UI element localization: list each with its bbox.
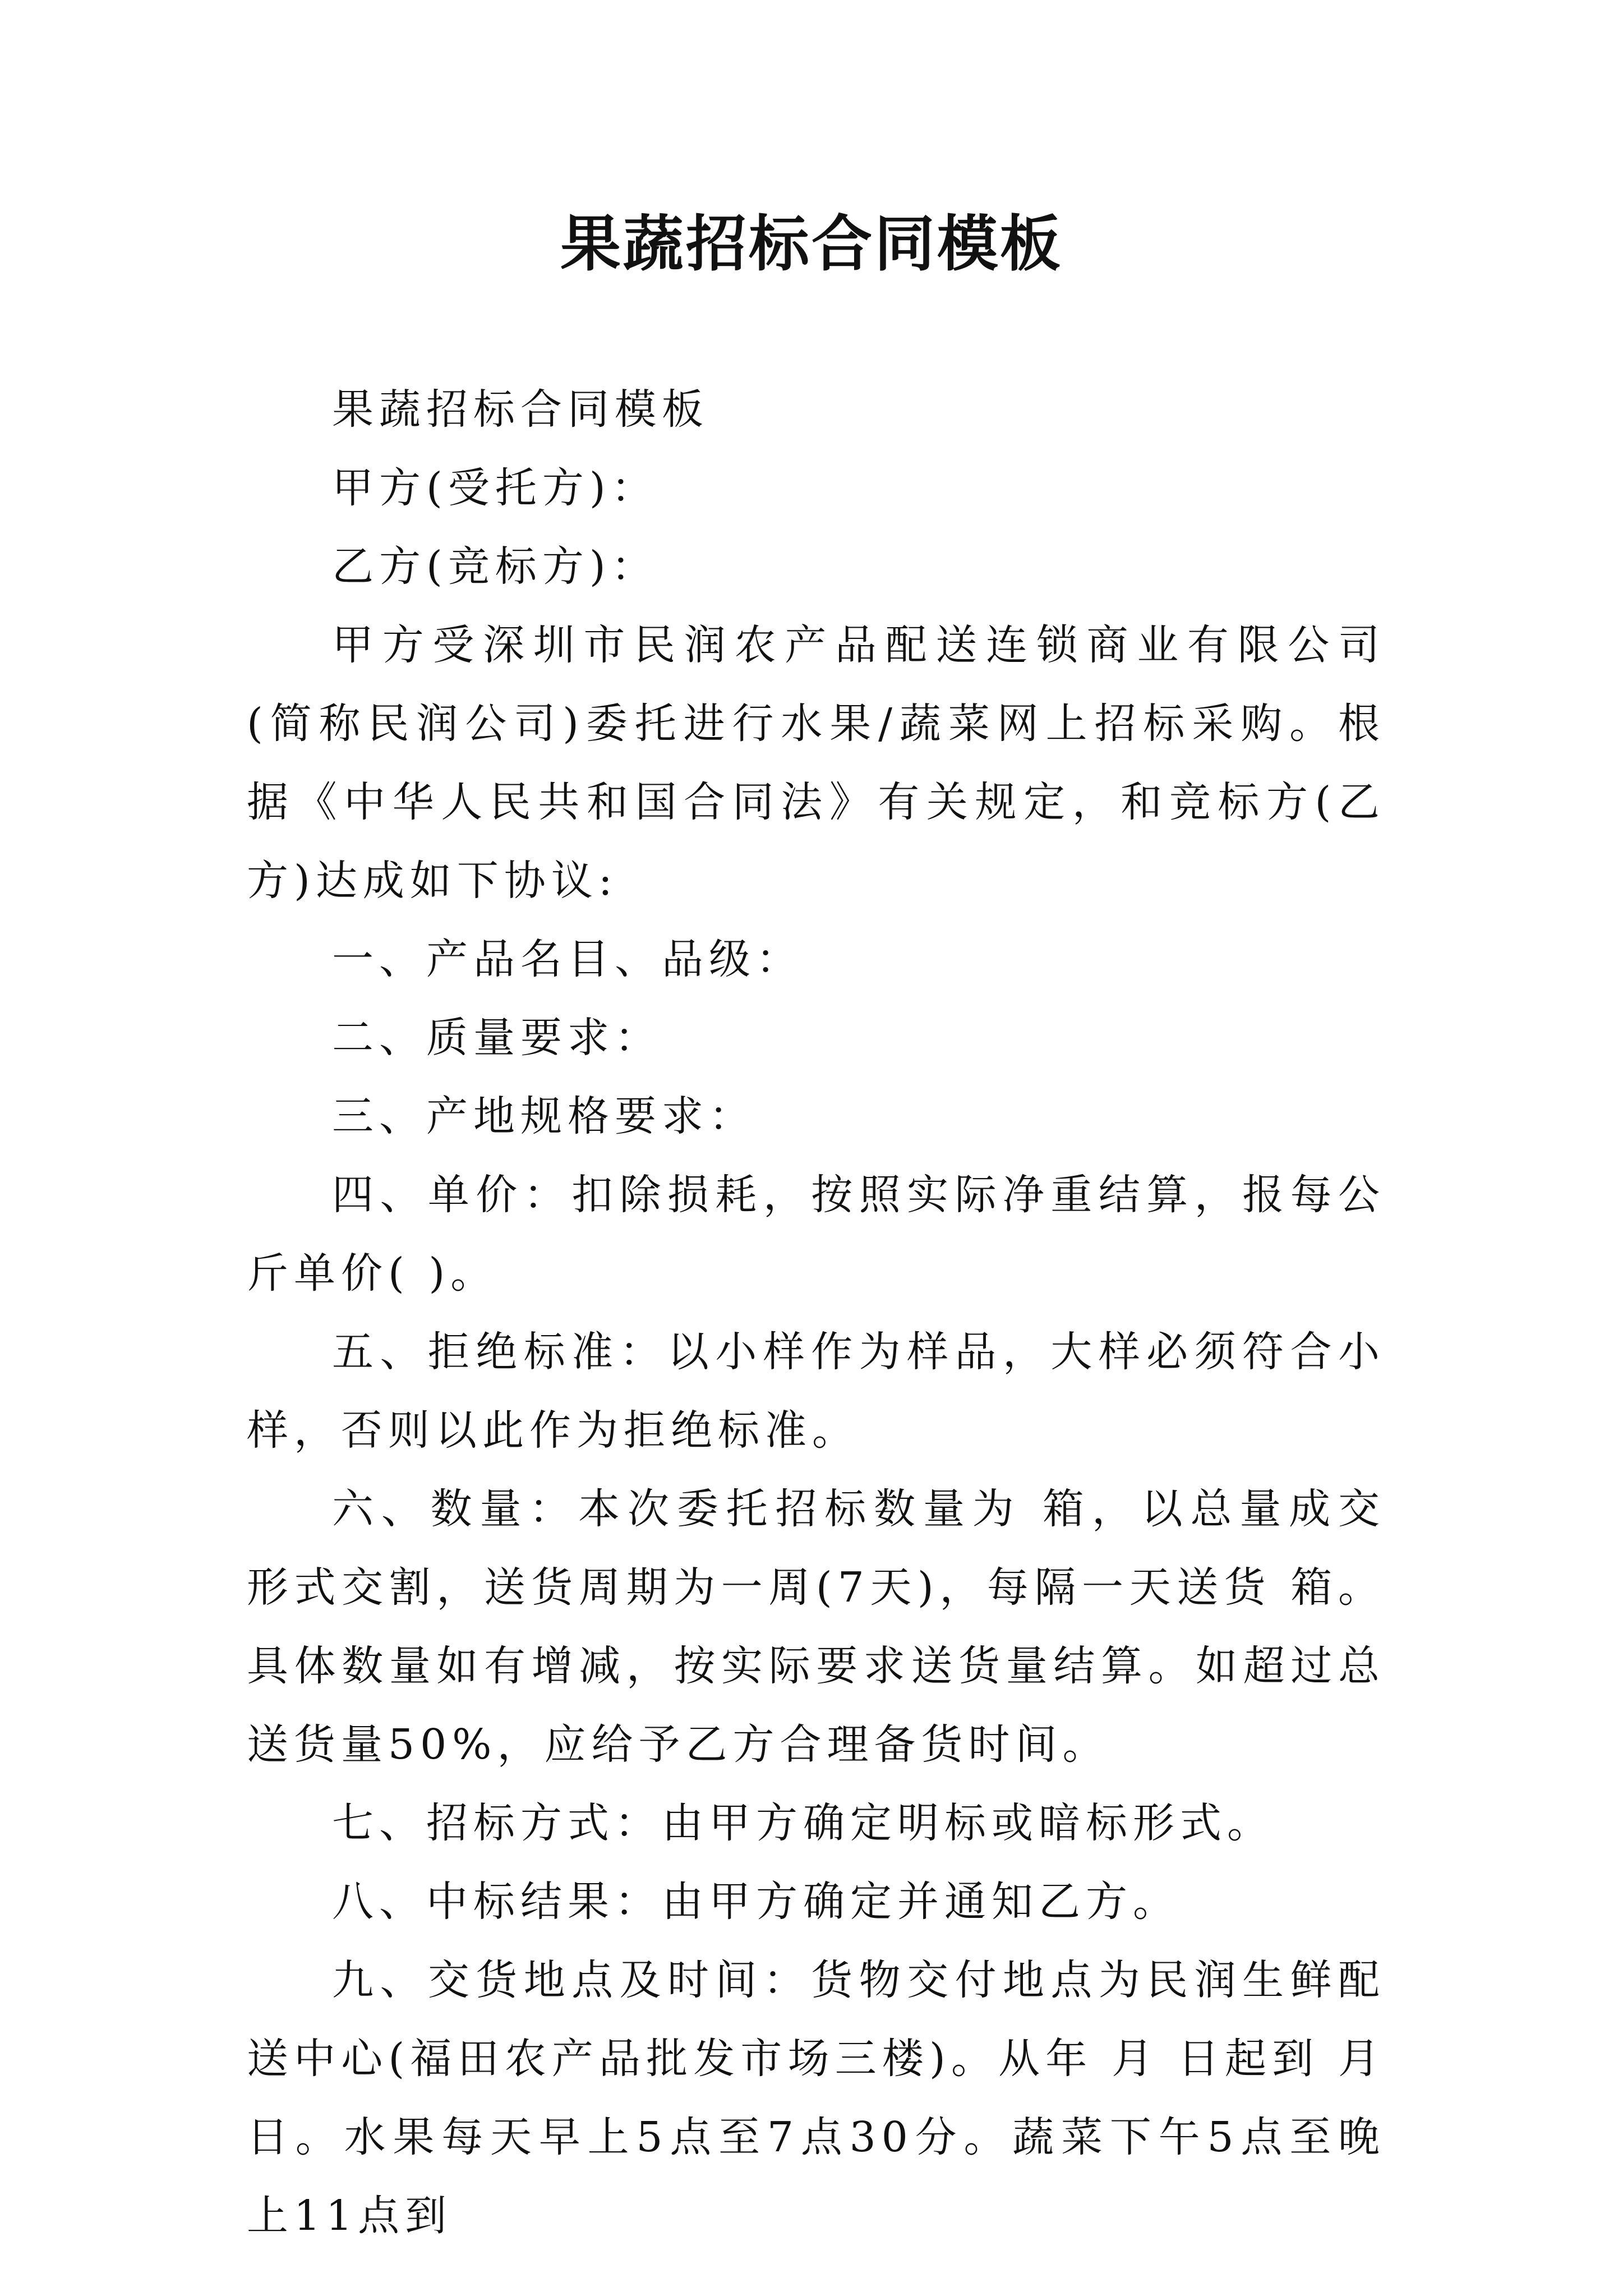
paragraph-clause-8: 八、中标结果：由甲方确定并通知乙方。 bbox=[332, 1878, 1180, 1926]
paragraph-heading: 果蔬招标合同模板 bbox=[332, 385, 709, 434]
paragraph-clause-3: 三、产地规格要求： bbox=[332, 1092, 756, 1140]
paragraph-party-b: 乙方(竞标方)： bbox=[332, 542, 658, 591]
paragraph-intro: 甲方受深圳市民润农产品配送连锁商业有限公司(简称民润公司)委托进行水果/蔬菜网上招标采购。根据《中华人民共和国合同法》有关规定，和竞标方(乙方)达成如下协议: bbox=[247, 621, 1385, 905]
paragraph-clause-4: 四、单价：扣除损耗，按照实际净重结算，报每公斤单价( )。 bbox=[247, 1171, 1385, 1297]
paragraph-party-a: 甲方(受托方)： bbox=[332, 464, 658, 512]
paragraph-clause-6: 六、数量：本次委托招标数量为 箱，以总量成交形式交割，送货周期为一周(7天)，每隔一天送货 箱。具体数量如有增减，按实际要求送货量结算。如超过总送货量50%，应给予乙方合理备货时间。 bbox=[247, 1485, 1385, 1769]
document-body bbox=[247, 370, 1385, 2255]
document-title: 果蔬招标合同模板 bbox=[560, 209, 1063, 279]
paragraph-clause-7: 七、招标方式：由甲方确定明标或暗标形式。 bbox=[332, 1799, 1274, 1847]
paragraph-clause-2: 二、质量要求： bbox=[332, 1014, 662, 1062]
paragraph-clause-1: 一、产品名目、品级： bbox=[332, 935, 803, 983]
paragraph-clause-9: 九、交货地点及时间：货物交付地点为民润生鲜配送中心(福田农产品批发市场三楼)。从年 月 日起到 月 日。水果每天早上5点至7点30分。蔬菜下午5点至晚上11点到 bbox=[247, 1956, 1385, 2240]
paragraph-clause-5: 五、拒绝标准：以小样作为样品，大样必须符合小样，否则以此作为拒绝标准。 bbox=[247, 1328, 1385, 1455]
